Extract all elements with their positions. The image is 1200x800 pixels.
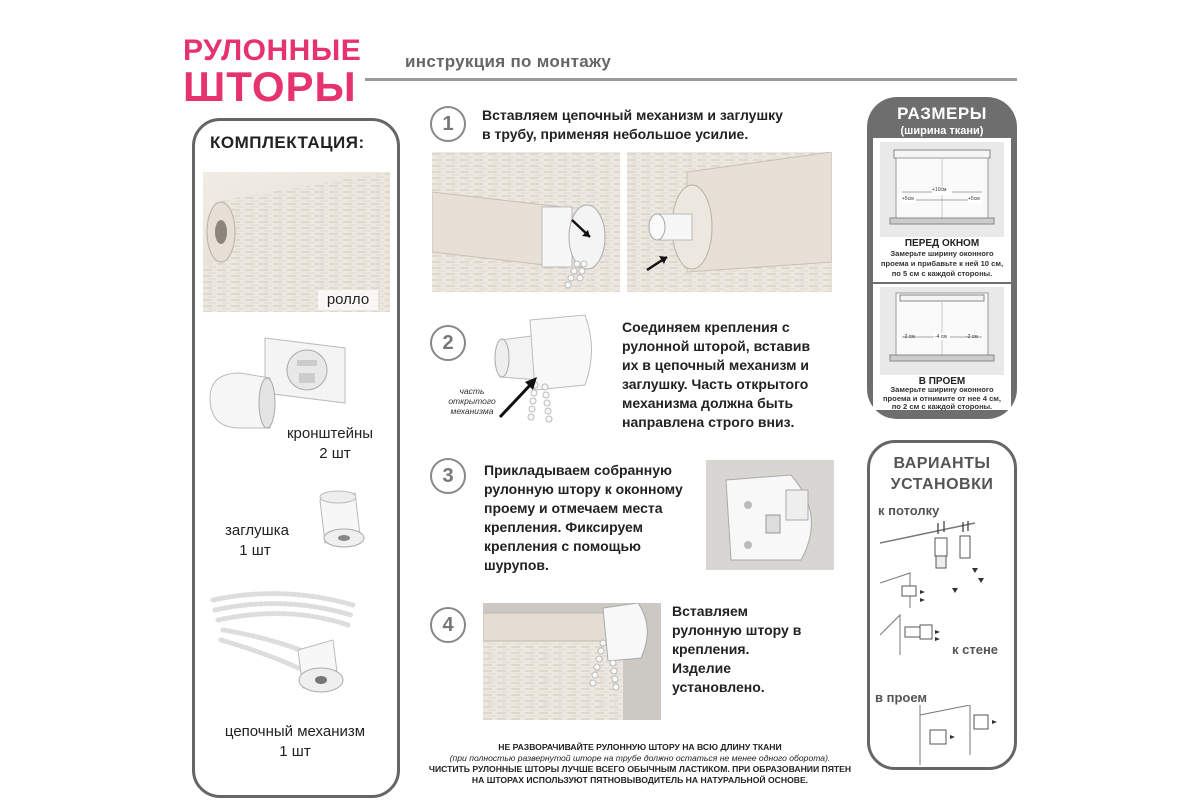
step-3-text bbox=[484, 461, 704, 575]
step-3-number: 3 bbox=[430, 458, 466, 494]
chain-mechanism-photo bbox=[203, 580, 383, 700]
dim-center: -4 см bbox=[935, 334, 947, 340]
step-text-line: шурупов. bbox=[484, 557, 549, 573]
step-4-text bbox=[672, 602, 822, 697]
in-opening-diagram bbox=[880, 287, 1004, 375]
step-text-line: рулонную штору к оконному bbox=[484, 481, 683, 497]
plug-photo bbox=[300, 485, 380, 555]
step-1-photo-chain bbox=[432, 152, 620, 292]
annotation-line: механизма bbox=[450, 406, 494, 416]
step-text-line: установлено. bbox=[672, 679, 765, 695]
step-1-text bbox=[482, 106, 812, 144]
kit-item-label: ролло bbox=[318, 290, 378, 310]
kit-item-label: цепочный механизм bbox=[224, 723, 366, 740]
caption-line: Замерьте ширину оконного bbox=[890, 249, 994, 258]
step-2-number: 2 bbox=[430, 325, 466, 361]
step-text-line: Изделие bbox=[672, 660, 731, 676]
step-2-arrow bbox=[495, 372, 555, 422]
step-text-line: Прикладываем собранную bbox=[484, 462, 672, 478]
step-3-photo bbox=[706, 460, 834, 570]
footer-line-4: НА ШТОРАХ ИСПОЛЬЗУЮТ ПЯТНОВЫВОДИТЕЛЬ НА НАТУРАЛЬНОЙ ОСНОВЕ. bbox=[471, 775, 809, 785]
dim-left: -2 см bbox=[903, 334, 915, 340]
step-4-photo bbox=[483, 603, 661, 720]
annotation-line: открытого bbox=[448, 396, 496, 406]
variants-title-line-2: УСТАНОВКИ bbox=[890, 476, 994, 493]
step-text-line: рулонной шторой, вставив bbox=[622, 338, 811, 354]
kit-title: КОМПЛЕКТАЦИЯ: bbox=[210, 133, 365, 152]
step-text-line: Вставляем цепочный механизм и заглушку bbox=[482, 107, 783, 123]
step-text-line: Вставляем bbox=[672, 603, 748, 619]
title-line-2: ШТОРЫ bbox=[183, 63, 357, 110]
caption-line: проема и прибавьте к ней 10 см, bbox=[880, 259, 1004, 268]
step-2-annotation bbox=[447, 386, 497, 416]
page-title bbox=[183, 32, 362, 110]
sizes-divider bbox=[873, 282, 1011, 284]
step-text-line: Соединяем крепления с bbox=[622, 319, 790, 335]
annotation-line: часть bbox=[459, 386, 485, 396]
caption-line: проема и отнимите от нее 4 см, bbox=[882, 393, 1002, 403]
kit-item-qty: 1 шт bbox=[279, 743, 311, 760]
in-opening-caption bbox=[873, 386, 1011, 412]
dim-left: +5см bbox=[902, 196, 914, 202]
dim-right: +5см bbox=[968, 196, 980, 202]
step-1-number: 1 bbox=[430, 106, 466, 142]
step-text-line: заглушку. Часть открытого bbox=[622, 376, 809, 392]
sizes-subtitle: (ширина ткани) bbox=[900, 125, 984, 137]
dim-center: +10см bbox=[932, 187, 947, 193]
variant-ceiling-label: к потолку bbox=[878, 503, 940, 518]
variant-wall-label: к стене bbox=[952, 642, 999, 657]
page-subtitle: инструкция по монтажу bbox=[405, 52, 612, 71]
kit-item-qty: 1 шт bbox=[239, 542, 271, 559]
title-line-1: РУЛОННЫЕ bbox=[183, 34, 362, 67]
step-1-photo-plug bbox=[627, 152, 832, 292]
before-window-caption bbox=[873, 249, 1011, 279]
kit-item-label: заглушка bbox=[225, 522, 289, 539]
footer-line-2: (при полностью развернутой шторе на трубе должно остаться не менее одного оборота). bbox=[449, 753, 831, 763]
step-text-line: в трубу, применяя небольшое усилие. bbox=[482, 126, 749, 142]
caption-line: по 2 см с каждой стороны. bbox=[891, 402, 993, 411]
step-text-line: проему и отмечаем места bbox=[484, 500, 663, 516]
variant-opening-label: в проем bbox=[875, 690, 928, 705]
footer-line-3: ЧИСТИТЬ РУЛОННЫЕ ШТОРЫ ЛУЧШЕ ВСЕГО ОБЫЧНЫМ ЛАСТИКОМ. ПРИ ОБРАЗОВАНИИ ПЯТЕН bbox=[428, 764, 852, 774]
variants-title-line-1: ВАРИАНТЫ bbox=[893, 455, 991, 472]
step-text-line: направлена строго вниз. bbox=[622, 414, 795, 430]
sizes-title: РАЗМЕРЫ bbox=[897, 104, 987, 123]
step-text-line: их в цепочный механизм и bbox=[622, 357, 809, 373]
variant-wall-diagram bbox=[880, 605, 960, 660]
caption-line: по 5 см с каждой стороны. bbox=[891, 269, 993, 278]
step-4-number: 4 bbox=[430, 607, 466, 643]
dim-right: -2 см bbox=[966, 334, 978, 340]
step-text-line: механизма должна быть bbox=[622, 395, 794, 411]
step-2-text bbox=[622, 318, 842, 432]
kit-item-qty: 2 шт bbox=[319, 445, 351, 462]
step-text-line: крепления. bbox=[672, 641, 750, 657]
care-notes bbox=[380, 742, 900, 786]
in-opening-title: В ПРОЕМ bbox=[918, 376, 966, 387]
variant-ceiling-diagram bbox=[880, 518, 1010, 608]
step-text-line: крепления. Фиксируем bbox=[484, 519, 644, 535]
before-window-title: ПЕРЕД ОКНОМ bbox=[904, 238, 980, 249]
step-text-line: крепления с помощью bbox=[484, 538, 642, 554]
header-divider bbox=[365, 78, 1017, 81]
step-text-line: рулонную штору в bbox=[672, 622, 802, 638]
footer-line-1: НЕ РАЗВОРАЧИВАЙТЕ РУЛОННУЮ ШТОРУ НА ВСЮ ДЛИНУ ТКАНИ bbox=[498, 742, 782, 752]
kit-item-label: кронштейны bbox=[286, 425, 374, 442]
variants-title bbox=[867, 453, 1017, 495]
caption-line: Замерьте ширину оконного bbox=[890, 385, 994, 394]
